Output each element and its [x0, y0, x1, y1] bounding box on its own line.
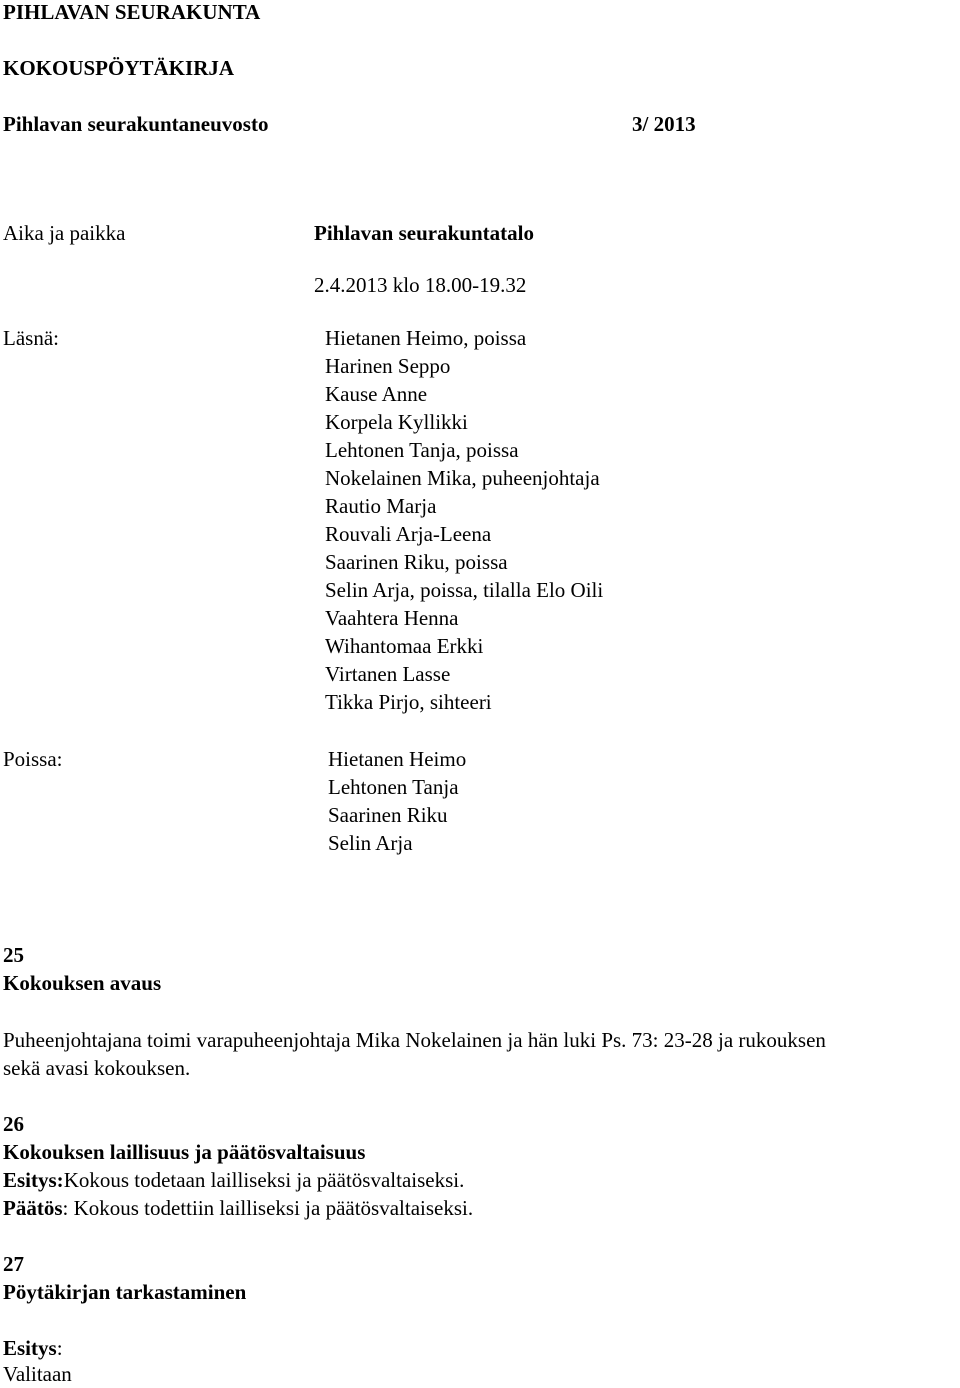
proposal-text: Kokous todetaan lailliseksi ja päätösvaltaiseksi.	[63, 1168, 465, 1192]
present-member: Rautio Marja	[325, 494, 437, 518]
item-title: Kokouksen avaus	[3, 971, 162, 995]
item-text-line: sekä avasi kokouksen.	[3, 1056, 191, 1080]
item-text-line: Puheenjohtajana toimi varapuheenjohtaja Mika Nokelainen ja hän luki Ps. 73: 23-28 ja rukouksen	[3, 1028, 826, 1052]
present-member: Wihantomaa Erkki	[325, 634, 484, 658]
absent-label: Poissa:	[3, 747, 63, 771]
decision-label: Päätös	[3, 1196, 63, 1220]
absent-list	[328, 745, 466, 857]
document-type: KOKOUSPÖYTÄKIRJA	[3, 56, 235, 80]
absent-member: Selin Arja	[328, 831, 413, 855]
present-member: Kause Anne	[325, 382, 428, 406]
meeting-place: Pihlavan seurakuntatalo	[314, 221, 534, 245]
proposal-line	[3, 1334, 63, 1362]
absent-member: Saarinen Riku	[328, 803, 448, 827]
absent-member: Hietanen Heimo	[328, 747, 467, 771]
proposal-suffix: :	[56, 1336, 63, 1360]
present-member: Rouvali Arja-Leena	[325, 522, 492, 546]
present-member: Hietanen Heimo, poissa	[325, 326, 527, 350]
present-list	[325, 324, 603, 716]
present-member: Korpela Kyllikki	[325, 410, 468, 434]
meeting-datetime: 2.4.2013 klo 18.00-19.32	[314, 273, 527, 297]
present-member: Harinen Seppo	[325, 354, 451, 378]
meeting-body: Pihlavan seurakuntaneuvosto	[3, 112, 269, 136]
present-member: Selin Arja, poissa, tilalla Elo Oili	[325, 578, 604, 602]
item-title: Pöytäkirjan tarkastaminen	[3, 1280, 247, 1304]
meeting-number: 3/ 2013	[632, 112, 696, 136]
present-member: Saarinen Riku, poissa	[325, 550, 508, 574]
item-title: Kokouksen laillisuus ja päätösvaltaisuus	[3, 1140, 366, 1164]
proposal-line	[3, 1166, 464, 1194]
present-member: Virtanen Lasse	[325, 662, 451, 686]
present-member: Lehtonen Tanja, poissa	[325, 438, 519, 462]
present-member: Nokelainen Mika, puheenjohtaja	[325, 466, 600, 490]
absent-member: Lehtonen Tanja	[328, 775, 459, 799]
proposal-label: Esitys	[3, 1336, 57, 1360]
item-text: Valitaan	[3, 1362, 72, 1386]
present-member: Vaahtera Henna	[325, 606, 459, 630]
present-member: Tikka Pirjo, sihteeri	[325, 690, 492, 714]
proposal-label: Esitys:	[3, 1168, 64, 1192]
item-number: 26	[3, 1112, 24, 1136]
decision-line	[3, 1194, 473, 1222]
decision-text: : Kokous todettiin lailliseksi ja päätösvaltaiseksi.	[62, 1196, 474, 1220]
parish-name: PIHLAVAN SEURAKUNTA	[3, 0, 261, 24]
item-number: 27	[3, 1252, 24, 1276]
item-number: 25	[3, 943, 24, 967]
present-label: Läsnä:	[3, 326, 59, 350]
time-place-label: Aika ja paikka	[3, 221, 126, 245]
